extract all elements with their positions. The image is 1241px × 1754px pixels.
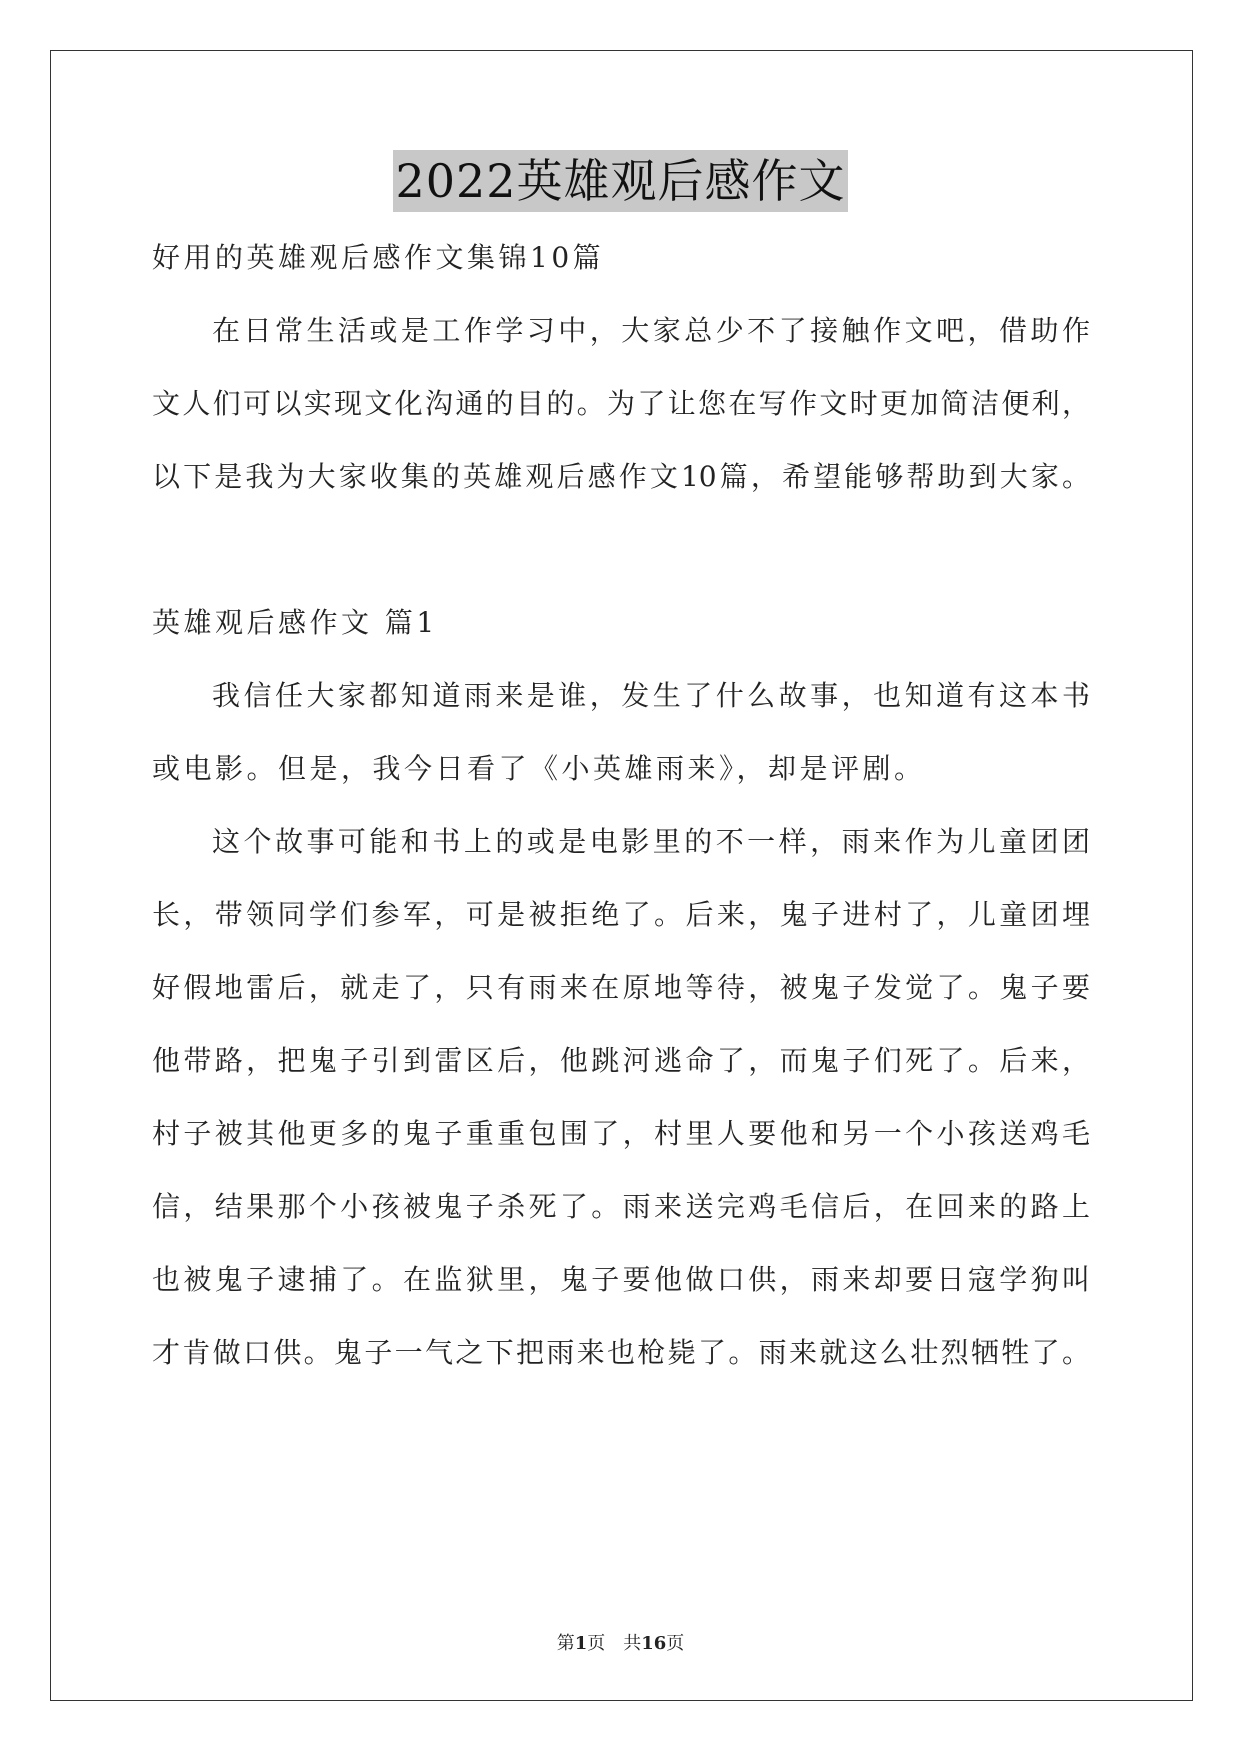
- page-number: 1: [574, 1633, 588, 1654]
- intro-line: 以下是我为大家收集的英雄观后感作文10篇，希望能够帮助到大家。: [152, 460, 1090, 493]
- intro-line: 文人们可以实现文化沟通的目的。为了让您在写作文时更加简洁便利，: [152, 387, 1090, 420]
- paragraph-line: 信，结果那个小孩被鬼子杀死了。雨来送完鸡毛信后，在回来的路上: [152, 1190, 1090, 1223]
- document-subtitle: 好用的英雄观后感作文集锦10篇: [152, 241, 605, 274]
- total-pages: 16: [641, 1633, 667, 1654]
- paragraph-line: 他带路，把鬼子引到雷区后，他跳河逃命了，而鬼子们死了。后来，: [152, 1044, 1090, 1077]
- paragraph-line: 或电影。但是，我今日看了《小英雄雨来》，却是评剧。: [152, 752, 926, 785]
- section-heading: 英雄观后感作文 篇1: [152, 606, 438, 639]
- intro-line: 在日常生活或是工作学习中，大家总少不了接触作文吧，借助作: [212, 314, 1090, 347]
- paragraph-line: 也被鬼子逮捕了。在监狱里，鬼子要他做口供，雨来却要日寇学狗叫: [152, 1263, 1090, 1296]
- paragraph-line: 我信任大家都知道雨来是谁，发生了什么故事，也知道有这本书: [212, 679, 1090, 712]
- total-suffix: 页: [666, 1633, 685, 1654]
- page-prefix: 第: [556, 1633, 575, 1654]
- title-container: [0, 150, 1241, 212]
- page-border: [50, 50, 1193, 1701]
- page-suffix: 页: [587, 1633, 606, 1654]
- paragraph-line: 这个故事可能和书上的或是电影里的不一样，雨来作为儿童团团: [212, 825, 1090, 858]
- paragraph-line: 才肯做口供。鬼子一气之下把雨来也枪毙了。雨来就这么壮烈牺牲了。: [152, 1336, 1090, 1369]
- paragraph-line: 好假地雷后，就走了，只有雨来在原地等待，被鬼子发觉了。鬼子要: [152, 971, 1090, 1004]
- paragraph-line: 长，带领同学们参军，可是被拒绝了。后来，鬼子进村了，儿童团埋: [152, 898, 1090, 931]
- document-title: 2022英雄观后感作文: [393, 150, 847, 212]
- page-footer: [0, 1632, 1241, 1656]
- paragraph-line: 村子被其他更多的鬼子重重包围了，村里人要他和另一个小孩送鸡毛: [152, 1117, 1090, 1150]
- total-prefix: 共: [623, 1633, 642, 1654]
